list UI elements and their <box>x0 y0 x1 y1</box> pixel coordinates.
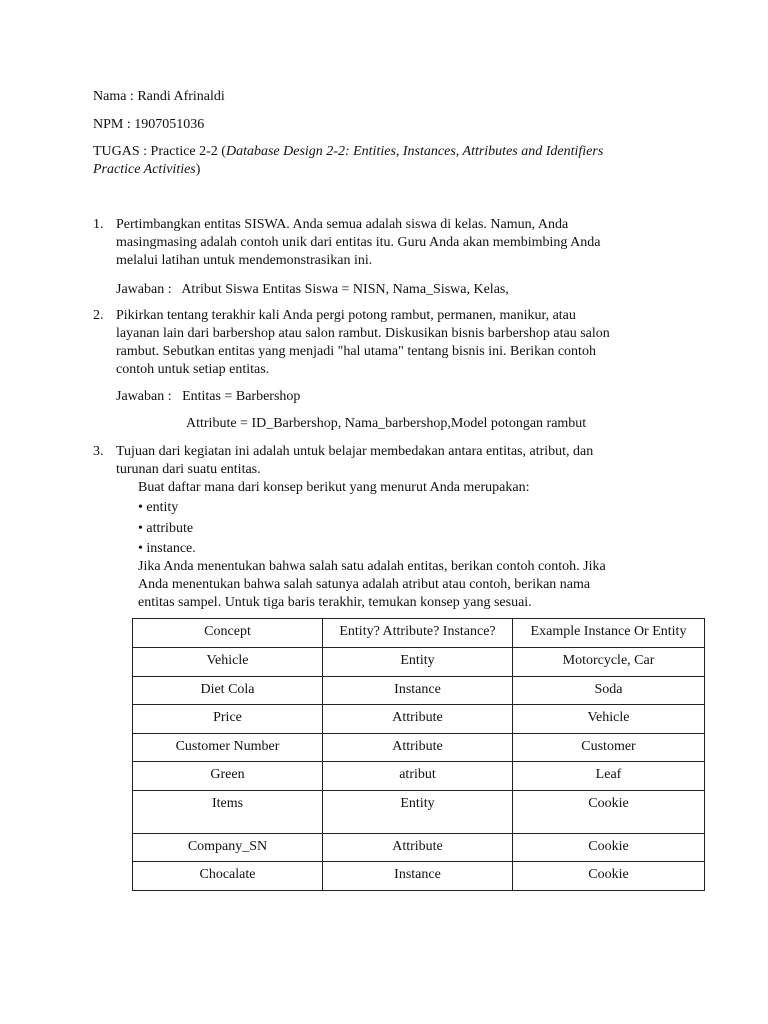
assignment-title-line2: Practice Activities <box>93 162 196 177</box>
table-row <box>133 862 705 891</box>
table-row <box>133 734 705 762</box>
question-number: 2. <box>93 308 104 323</box>
question-number: 1. <box>93 217 104 232</box>
student-name: Nama : Randi Afrinaldi <box>93 89 225 104</box>
table-cell: Vehicle <box>133 648 323 677</box>
table-cell: Instance <box>323 677 513 705</box>
table-cell: Cookie <box>513 834 705 862</box>
question-text-line: contoh untuk setiap entitas. <box>116 362 270 377</box>
table-header-cell: Concept <box>133 619 323 648</box>
bullet-item: • attribute <box>138 521 194 536</box>
table-cell: atribut <box>323 762 513 791</box>
table-cell: Customer <box>513 734 705 762</box>
table-cell: Customer Number <box>133 734 323 762</box>
table-cell: Cookie <box>513 791 705 834</box>
assignment-title <box>93 143 603 161</box>
question-text-line: Tujuan dari kegiatan ini adalah untuk belajar membedakan antara entitas, atribut, dan <box>116 444 594 459</box>
table-cell: Entity <box>323 648 513 677</box>
table-cell: Items <box>133 791 323 834</box>
table-cell: Price <box>133 705 323 734</box>
table-cell: Green <box>133 762 323 791</box>
question-sub-line: entitas sampel. Untuk tiga baris terakhir, temukan konsep yang sesuai. <box>138 595 532 610</box>
question-number: 3. <box>93 444 104 459</box>
question-text-line: Pertimbangkan entitas SISWA. Anda semua adalah siswa di kelas. Namun, Anda <box>116 217 569 232</box>
question-text-line: melalui latihan untuk mendemonstrasikan ini. <box>116 253 373 268</box>
question-text-line: layanan lain dari barbershop atau salon rambut. Diskusikan bisnis barbershop atau salon <box>116 326 610 341</box>
answer-text: Jawaban : Atribut Siswa Entitas Siswa = NISN, Nama_Siswa, Kelas, <box>116 282 509 297</box>
table-cell: Cookie <box>513 862 705 891</box>
table-cell: Entity <box>323 791 513 834</box>
table-row <box>133 705 705 734</box>
assignment-prefix: TUGAS : Practice 2-2 ( <box>93 144 226 159</box>
table-row <box>133 834 705 862</box>
question-sub-intro: Buat daftar mana dari konsep berikut yang menurut Anda merupakan: <box>138 480 530 495</box>
table-cell: Soda <box>513 677 705 705</box>
assignment-title-line1: Database Design 2-2: Entities, Instances, Attributes and Identifiers <box>225 144 604 159</box>
question-text-line: rambut. Sebutkan entitas yang menjadi "hal utama" tentang bisnis ini. Berikan contoh <box>116 344 596 359</box>
table-cell: Attribute <box>323 734 513 762</box>
table-header-cell: Example Instance Or Entity <box>513 619 705 648</box>
question-sub-line: Anda menentukan bahwa salah satunya adalah atribut atau contoh, berikan nama <box>138 577 591 592</box>
table-cell: Diet Cola <box>133 677 323 705</box>
table-cell: Vehicle <box>513 705 705 734</box>
assignment-title-cont <box>93 161 200 179</box>
table-row <box>133 648 705 677</box>
table-row <box>133 762 705 791</box>
table-cell: Attribute <box>323 834 513 862</box>
answer-text-attribute: Attribute = ID_Barbershop, Nama_barbershop,Model potongan rambut <box>186 416 587 431</box>
table-header-row <box>133 619 705 648</box>
bullet-item: • entity <box>138 500 179 515</box>
table-cell: Attribute <box>323 705 513 734</box>
question-text-line: turunan dari suatu entitas. <box>116 462 261 477</box>
table-header-cell: Entity? Attribute? Instance? <box>323 619 513 648</box>
concept-table <box>132 618 705 891</box>
question-text-line: Pikirkan tentang terakhir kali Anda pergi potong rambut, permanen, manikur, atau <box>116 308 576 323</box>
table-row <box>133 677 705 705</box>
question-text-line: masingmasing adalah contoh unik dari entitas itu. Guru Anda akan membimbing Anda <box>116 235 601 250</box>
assignment-suffix: ) <box>195 162 201 177</box>
table-cell: Leaf <box>513 762 705 791</box>
table-cell: Chocalate <box>133 862 323 891</box>
bullet-item: • instance. <box>138 541 196 556</box>
student-npm: NPM : 1907051036 <box>93 117 205 132</box>
question-sub-line: Jika Anda menentukan bahwa salah satu adalah entitas, berikan contoh contoh. Jika <box>138 559 606 574</box>
table-cell: Instance <box>323 862 513 891</box>
table-row <box>133 791 705 834</box>
table-cell: Company_SN <box>133 834 323 862</box>
table-cell: Motorcycle, Car <box>513 648 705 677</box>
answer-text: Jawaban : Entitas = Barbershop <box>116 389 301 404</box>
